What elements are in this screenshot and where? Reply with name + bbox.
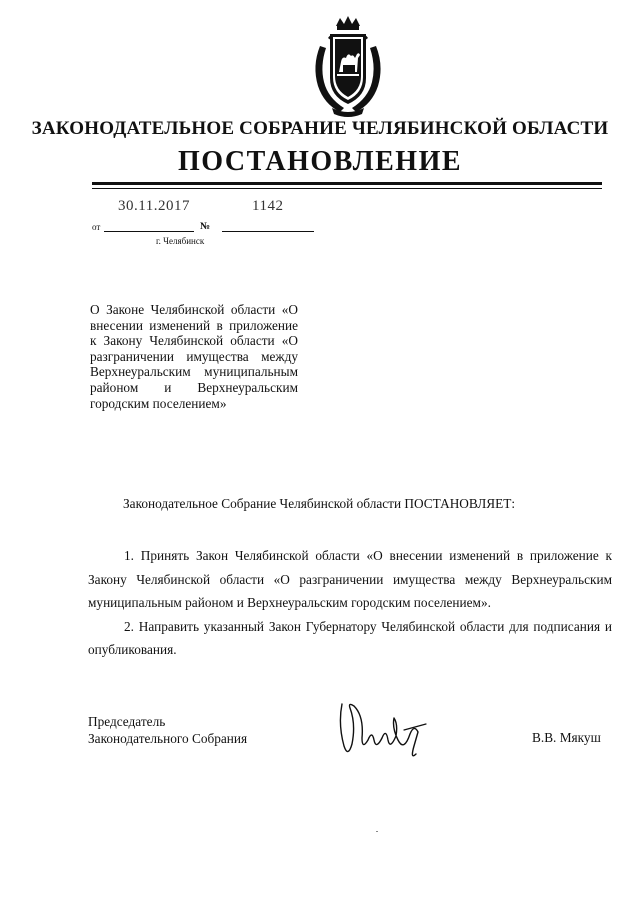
signatory-position-line-1: Председатель [88, 714, 166, 729]
document-type-heading: ПОСТАНОВЛЕНИЕ [177, 146, 463, 177]
resolution-body [88, 544, 612, 662]
signatory-position-line-2: Законодательного Собрания [88, 730, 248, 746]
date-underline [104, 231, 194, 232]
number-underline [222, 231, 314, 232]
signature-icon [334, 694, 432, 766]
organization-title: ЗАКОНОДАТЕЛЬНОЕ СОБРАНИЕ ЧЕЛЯБИНСКОЙ ОБЛАСТИ [31, 118, 609, 139]
header-rule-thin [92, 188, 602, 189]
coat-of-arms-icon [310, 16, 386, 120]
handwritten-date: 30.11.2017 [118, 198, 190, 214]
document-subject: О Законе Челябинской области «О внесении изменений в приложение к Закону Челябинской области «О разграничении имущества между Верхнеуральским муниципальным районом и Верхнеуральским городским поселением» [90, 302, 298, 411]
resolution-item-1: 1. Принять Закон Челябинской области «О внесении изменений в приложение к Закону Челябинской области «О разграничении имущества между Верхнеуральским муниципальным районом и Верхнеуральским городским поселением». [88, 548, 612, 610]
scan-speck [376, 831, 378, 832]
handwritten-number: 1142 [252, 198, 284, 214]
header-rule-thick [92, 182, 602, 185]
preamble: Законодательное Собрание Челябинской области ПОСТАНОВЛЯЕТ: [123, 496, 516, 511]
signatory-position [88, 714, 247, 747]
date-label: от [92, 222, 101, 232]
city-label: г. Челябинск [156, 236, 205, 246]
resolution-item-2: 2. Направить указанный Закон Губернатору Челябинской области для подписания и опубликования. [88, 618, 612, 657]
signer-name: В.В. Мякуш [532, 730, 601, 745]
number-label: № [200, 221, 211, 232]
